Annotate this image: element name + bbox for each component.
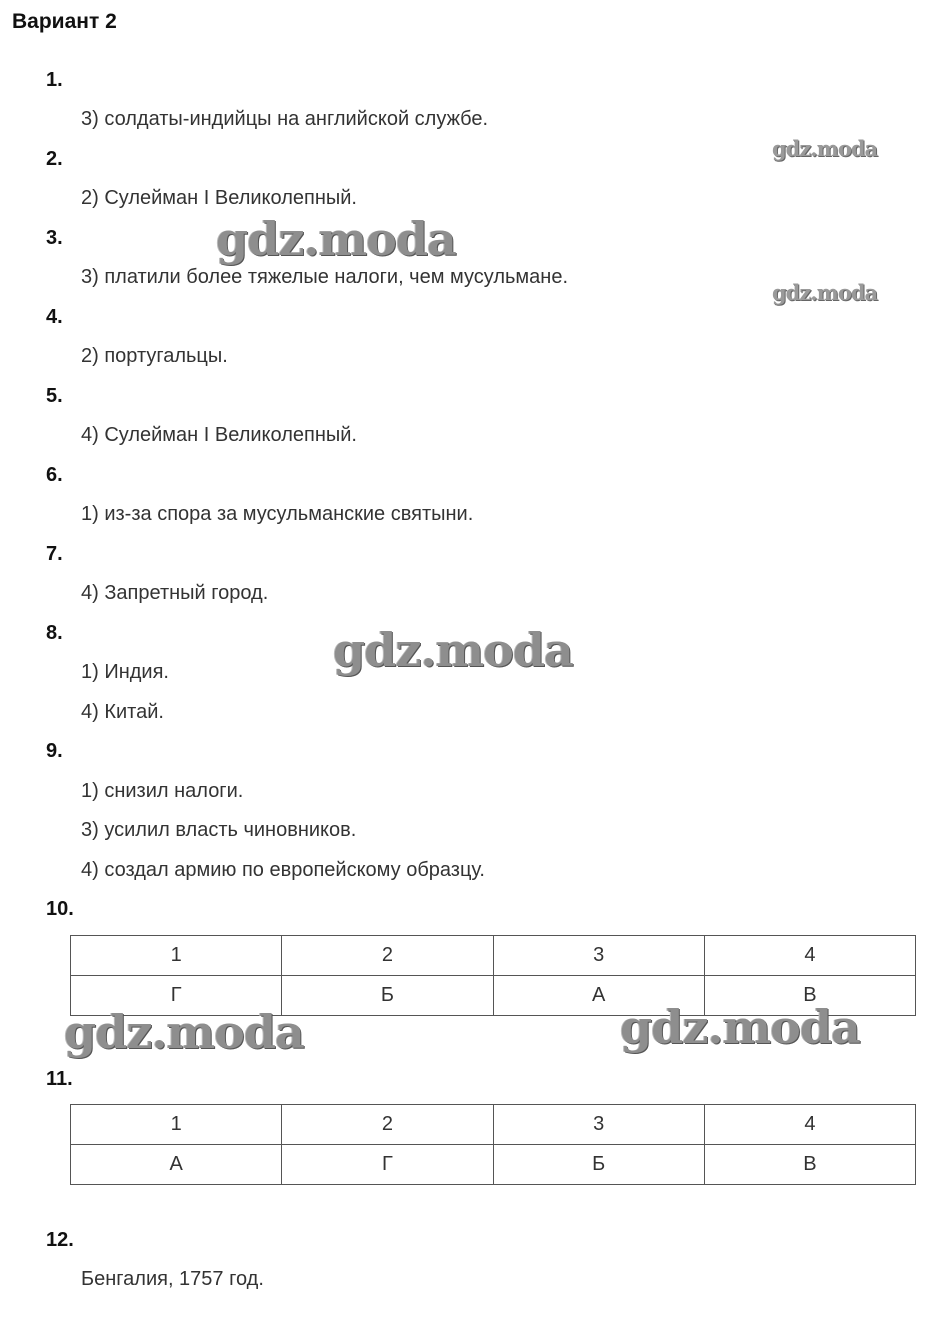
question-number-4: 4. <box>46 306 63 328</box>
answer-8b: 4) Китай. <box>81 701 164 723</box>
answer-6: 1) из-за спора за мусульманские святыни. <box>81 503 474 525</box>
table-cell: А <box>71 1145 282 1185</box>
question-number-9: 9. <box>46 740 63 762</box>
question-number-1: 1. <box>46 69 63 91</box>
table-cell: Г <box>282 1145 493 1185</box>
answer-12: Бенгалия, 1757 год. <box>81 1268 264 1290</box>
table-cell: 1 <box>71 1105 282 1145</box>
answer-5: 4) Сулейман I Великолепный. <box>81 424 357 446</box>
question-number-8: 8. <box>46 622 63 644</box>
watermark: gdz.moda <box>216 212 456 266</box>
page-title: Вариант 2 <box>12 10 117 33</box>
question-number-3: 3. <box>46 227 63 249</box>
watermark: gdz.moda <box>772 280 878 305</box>
question-number-12: 12. <box>46 1229 74 1251</box>
question-number-7: 7. <box>46 543 63 565</box>
question-number-2: 2. <box>46 148 63 170</box>
question-number-10: 10. <box>46 898 74 920</box>
table-cell: Г <box>71 976 282 1016</box>
table-cell: В <box>704 1145 915 1185</box>
answer-7: 4) Запретный город. <box>81 582 269 604</box>
table-cell: Б <box>493 1145 704 1185</box>
answer-9c: 4) создал армию по европейскому образцу. <box>81 859 485 881</box>
watermark: gdz.moda <box>772 136 878 161</box>
table-cell: В <box>704 976 915 1016</box>
table-cell: 4 <box>704 936 915 976</box>
answer-9a: 1) снизил налоги. <box>81 780 244 802</box>
table-cell: 2 <box>282 936 493 976</box>
question-number-11: 11. <box>46 1068 73 1090</box>
table-cell: 2 <box>282 1105 493 1145</box>
table-cell: А <box>493 976 704 1016</box>
table-cell: 1 <box>71 936 282 976</box>
answer-4: 2) португальцы. <box>81 345 228 367</box>
answer-1: 3) солдаты-индийцы на английской службе. <box>81 108 489 130</box>
table-row <box>71 1105 916 1145</box>
watermark: gdz.moda <box>64 1005 304 1059</box>
watermark: gdz.moda <box>620 1000 860 1054</box>
question-number-6: 6. <box>46 464 63 486</box>
table-row <box>71 1145 916 1185</box>
answer-9b: 3) усилил власть чиновников. <box>81 819 357 841</box>
answer-8a: 1) Индия. <box>81 661 169 683</box>
question-number-5: 5. <box>46 385 63 407</box>
table-cell: 3 <box>493 936 704 976</box>
table-cell: 3 <box>493 1105 704 1145</box>
answer-2: 2) Сулейман I Великолепный. <box>81 187 357 209</box>
table-row <box>71 936 916 976</box>
answer-3: 3) платили более тяжелые налоги, чем мусульмане. <box>81 266 569 288</box>
table-cell: 4 <box>704 1105 915 1145</box>
watermark: gdz.moda <box>333 623 573 677</box>
answer-table-11 <box>70 1104 916 1185</box>
table-cell: Б <box>282 976 493 1016</box>
